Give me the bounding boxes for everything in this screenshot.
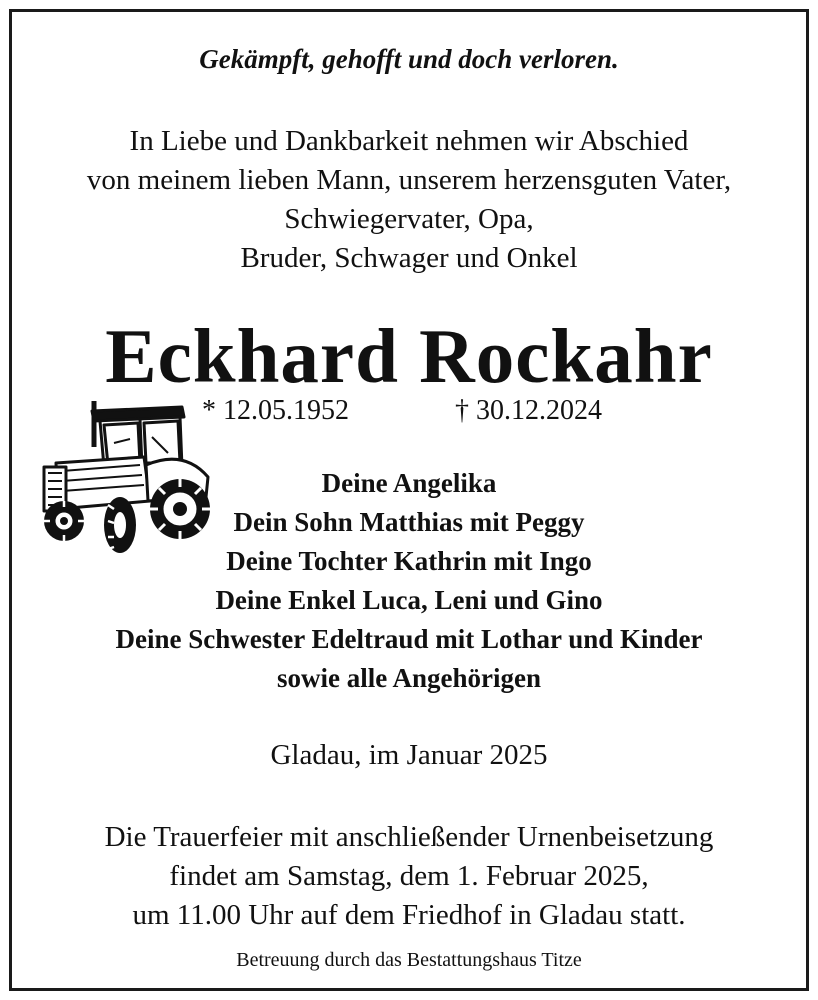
intro-line-1: In Liebe und Dankbarkeit nehmen wir Abschied bbox=[129, 125, 689, 157]
intro-line-3: Schwiegervater, Opa, bbox=[284, 203, 534, 235]
mourner-2: Dein Sohn Matthias mit Peggy bbox=[233, 507, 585, 537]
intro-line-2: von meinem lieben Mann, unserem herzensguten Vater, bbox=[86, 164, 732, 196]
death-date: † 30.12.2024 bbox=[455, 395, 602, 426]
place-date: Gladau, im Januar 2025 bbox=[270, 739, 548, 771]
mourner-4: Deine Enkel Luca, Leni und Gino bbox=[215, 585, 603, 615]
motto: Gekämpft, gehofft und doch verloren. bbox=[199, 44, 619, 74]
service-line-2: findet am Samstag, dem 1. Februar 2025, bbox=[169, 860, 649, 892]
mourner-6: sowie alle Angehörigen bbox=[277, 663, 541, 693]
mourner-3: Deine Tochter Kathrin mit Ingo bbox=[226, 546, 592, 576]
mourner-1: Deine Angelika bbox=[321, 468, 497, 498]
obituary-notice bbox=[9, 9, 809, 991]
undertaker-note: Betreuung durch das Bestattungshaus Titze bbox=[236, 949, 582, 971]
intro-line-4: Bruder, Schwager und Onkel bbox=[240, 242, 578, 274]
deceased-name: Eckhard Rockahr bbox=[105, 313, 713, 399]
service-line-1: Die Trauerfeier mit anschließender Urnenbeisetzung bbox=[104, 821, 714, 853]
mourner-5: Deine Schwester Edeltraud mit Lothar und Kinder bbox=[115, 624, 703, 654]
service-line-3: um 11.00 Uhr auf dem Friedhof in Gladau statt. bbox=[132, 899, 686, 931]
birth-date: * 12.05.1952 bbox=[202, 395, 349, 426]
